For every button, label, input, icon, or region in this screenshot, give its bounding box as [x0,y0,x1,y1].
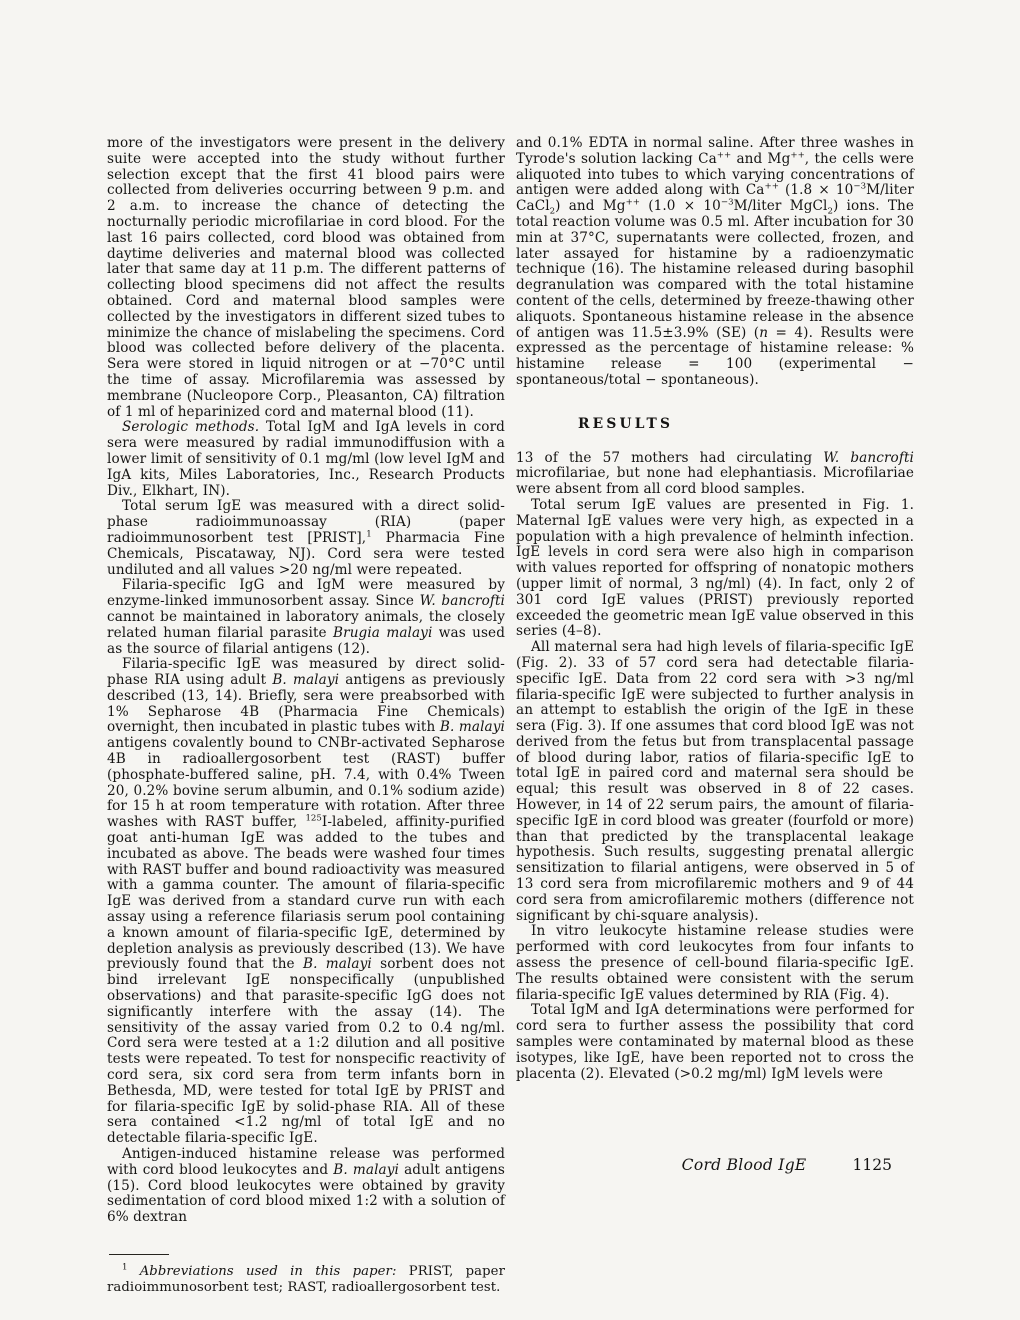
text-segment: −3 [720,197,734,208]
text-segment: ) and Mg [555,198,626,215]
column-right [516,136,914,1082]
text-segment: M/liter CaCl [516,182,914,215]
paragraph [107,578,505,657]
text-segment: All maternal sera had high levels of filaria-specific IgE (Fig. 2). 33 of 57 cord sera had detectable filaria-specific IgE. Data from 22 cord sera with >3 ng/ml filaria-specific IgE were subjected to further analysis in an attempt to establish the origin of the IgE in these sera (Fig. 3). If one assumes that cord blood IgE was not derived from the fetus but from transplacental passage of blood during labor, ratios of filaria-specific IgE to total IgE in paired cord and maternal sera should be equal; this result was observed in 8 of 22 cases. However, in 14 of 22 serum pairs, the amount of filaria-specific IgE in cord blood was greater (fourfold or more) than that predicted by the transplacental leakage hypothesis. Such results, suggesting prenatal allergic sensitization to filarial antigens, were observed in 5 of 13 cord sera from microfilaremic mothers and 9 of 44 cord sera from amicrofilaremic mothers (difference not significant by chi-square analysis). [516,639,914,924]
paragraph [107,1147,505,1226]
text-segment: n [759,324,769,341]
text-segment: Abbreviations used in this paper: [139,1263,397,1279]
text-segment: and 0.1% EDTA in normal saline. After three washes in Tyrode's solution lacking Ca [516,135,914,167]
text-segment: PRIST, paper radioimmunosorbent test; RAST, radioallergosorbent test. [107,1263,505,1295]
text-segment: ++ [790,150,805,161]
section-heading: RESULTS [578,415,674,432]
text-segment: Antigen-induced histamine release was performed with cord blood leukocytes and [107,1146,505,1178]
text-segment: 2 [549,206,556,217]
paragraph [516,498,914,640]
text-segment: B. malayi [333,1161,399,1178]
paragraph [516,924,914,1003]
text-segment: M/liter MgCl [733,198,828,215]
text-segment [127,1264,139,1279]
paragraph [107,136,505,420]
text-segment: B. malayi [302,956,372,973]
footnote-divider [109,1254,169,1255]
text-segment: Total serum IgE was measured with a direct solid-phase radioimmunoassay (RIA) (paper radioimmunosorbent test [PRIST], [107,498,505,546]
running-title: Cord Blood IgE [681,1156,807,1174]
footnote-text [107,1264,505,1295]
text-segment: Filaria-specific IgG and IgM were measured by enzyme-linked immunosorbent assay. Since [107,577,505,610]
text-segment: I-labeled, affinity-purified goat anti-human IgE was added to the tubes and incubated as above. The beads were washed four times with RAST buffer and bound radioactivity was measured with a gamma counter. The amount of filaria-specific IgE was derived from a standard curve run with each assay using a reference filariasis serum pool containing a known amount of filaria-specific IgE, determined by depletion analysis as previously described (13). We have previously found that the [107,814,505,973]
text-segment: In vitro leukocyte histamine release studies were performed with cord leukocytes from four infants to assess the presence of cell-bound filaria-specific IgE. The results obtained were consistent with the serum filaria-specific IgE values determined by RIA (Fig. 4). [516,923,914,1003]
text-segment: Brugia malayi [333,624,433,641]
text-segment: B. malayi [272,672,340,689]
text-segment: Filaria-specific IgE was measured by direct solid-phase RIA using adult [107,656,505,689]
page-number: 1125 [852,1156,892,1174]
text-segment: = 4). Results were expressed as the percentage of histamine release: % histamine release = 100 (experimental − spontaneous/total − spontaneous). [516,324,914,388]
text-segment: ++ [625,197,641,208]
paragraph [516,451,914,498]
text-segment: more of the investigators were present in the delivery suite were accepted into the study without further selection except that the first 41 blood pairs were collected from deliveries occurring between 9 p.m. and 2 a.m. to increase the chance of detecting the nocturnally periodic microfilariae in cord blood. For the last 16 pairs collected, cord blood was obtained from daytime deliveries and maternal blood was collected later that same day at 11 p.m. The different patterns of collecting blood specimens did not affect the results obtained. Cord and maternal blood samples were collected by the investigators in different sized tubes to minimize the chance of mislabeling the specimens. Cord blood was collected before delivery of the placenta. Sera were stored in liquid nitrogen or at −70°C until the time of assay. Microfilaremia was assessed by membrane (Nucleopore Corp., Pleasanton, CA) filtration of 1 ml of heparinized cord and maternal blood (11). [107,135,505,420]
text-segment: 13 of the 57 mothers had circulating [516,449,824,466]
text-segment: Total IgM and IgA determinations were performed for cord sera to further assess the possibility that cord samples were contaminated by maternal blood as these isotypes, like IgE, have been reported not to cross the placenta (2). Elevated (>0.2 mg/ml) IgM levels were [516,1002,914,1082]
text-segment: (1.0 × 10 [640,198,721,215]
text-segment: 2 [827,206,833,217]
text-segment: ) ions. The total reaction volume was 0.5 ml. After incubation for 30 min at 37°C, supernatants were collected, frozen, and later assayed for histamine by a radioenzymatic technique (16). The histamine released during basophil degranulation was compared with the total histamine content of the cells, determined by freeze-thawing other aliquots. Spontaneous histamine release in the absence of antigen was 11.5±3.9% (SE) ( [516,198,914,341]
text-segment: (1.8 × 10 [778,182,854,199]
text-segment: adult antigens (15). Cord blood leukocytes were obtained by gravity sedimentation of cord blood mixed 1:2 with a solution of 6% dextran [107,1161,505,1226]
paragraph [107,420,505,499]
paragraph [107,499,505,578]
paragraph [516,136,914,389]
paragraph [107,657,505,1147]
text-segment: microfilariae, but none had elephantiasis. Microfilariae were absent from all cord blood samples. [516,465,914,498]
text-segment: 1 [122,1262,128,1273]
text-segment: 1 [366,529,372,540]
text-segment: antigens covalently bound to CNBr-activated Sepharose 4B in radioallergosorbent test (RAST) buffer (phosphate-buffered saline, pH. 7.4, with 0.4% Tween 20, 0.2% bovine serum albumin, and 0.1% sodium azide) for 15 h at room temperature with rotation. After three washes with RAST buffer, [107,735,505,831]
text-segment: was used as the source of filarial antigens (12). [107,624,505,657]
text-segment: cannot be maintained in laboratory animals, the closely related human filarial parasite [107,608,505,641]
text-segment: ++ [716,150,732,161]
text-segment: sorbent does not bind irrelevant IgE nonspecifically (unpublished observations) and that parasite-specific IgG does not significantly interfere with the assay (14). The sensitivity of the assay varied from 0.2 to 0.4 ng/ml. Cord sera were tested at a 1:2 dilution and all positive tests were repeated. To test for nonspecific reactivity of cord sera, six cord sera from term infants born in Bethesda, MD, were tested for total IgE by PRIST and for filaria-specific IgE by solid-phase RIA. All of these sera contained <1.2 ng/ml of total IgE and no detectable filaria-specific IgE. [107,956,505,1147]
text-segment: Pharmacia Fine Chemicals, Piscataway, NJ). Cord sera were tested undiluted and all values >20 ng/ml were repeated. [107,529,505,578]
paragraph [516,1003,914,1082]
text-segment: antigens as previously described (13, 14). Briefly, sera were preabsorbed with 1% Sepharose 4B (Pharmacia Fine Chemicals) overnight, then incubated in plastic tubes with [107,672,505,736]
text-segment: Total serum IgE values are presented in Fig. 1. Maternal IgE values were very high, as expected in a population with a high prevalence of helminth infection. IgE levels in cord sera were also high in comparison with values reported for offspring of nonatopic mothers (upper limit of normal, 3 ng/ml) (4). In fact, only 2 of 301 cord IgE values (PRIST) previously reported exceeded the geometric mean IgE value observed in this series (4–8). [516,496,914,640]
text-segment: 125 [305,813,322,824]
paragraph [516,640,914,924]
text-segment: , the cells were aliquoted into tubes to which varying concentrations of antigen were added along with Ca [516,150,914,199]
text-segment: and Mg [731,150,791,167]
text-segment: W. bancrofti [823,449,914,466]
text-segment: Serologic methods. [122,419,260,436]
text-segment: −3 [853,181,867,192]
text-segment: W. bancrofti [419,593,505,610]
column-left [107,136,505,1295]
text-segment: Total IgM and IgA levels in cord sera were measured by radial immunodiffusion with a lower limit of sensitivity of 0.1 mg/ml (low level IgM and IgA kits, Miles Laboratories, Inc., Research Products Div., Elkhart, IN). [107,419,505,499]
page-footer [516,1156,914,1174]
text-segment: ++ [764,181,779,192]
text-segment: B. malayi [439,719,505,736]
